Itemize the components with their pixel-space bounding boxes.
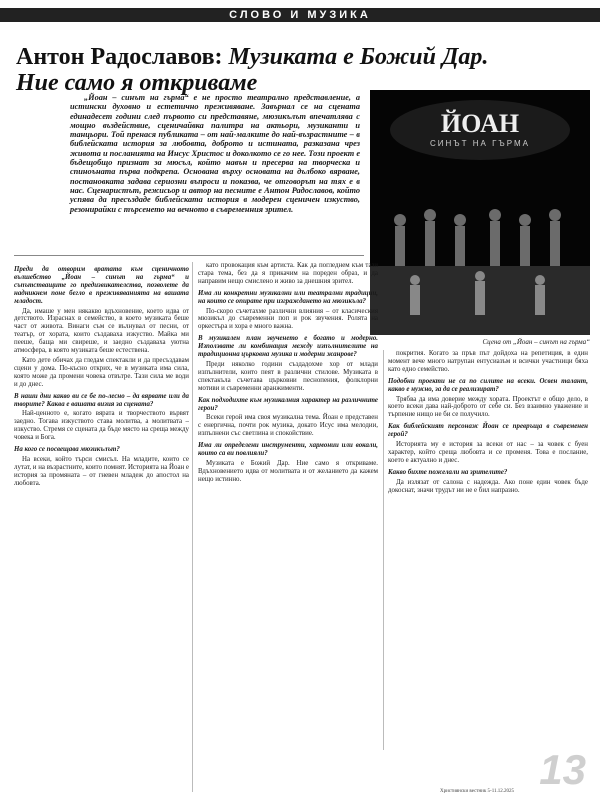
lead-divider bbox=[14, 255, 364, 256]
footer-info: Християнски вестник 5-11.12.2025 bbox=[440, 789, 515, 794]
interview-question: Подобни проекти не са по силите на всеки. Освен талант, какво е нужно, за да се реализират? bbox=[388, 377, 588, 393]
interview-question: В музикален план звученето е богато и модерно. Използвате ли комбинация между изпълнителите на традиционна църковна музика и модерни жанрове? bbox=[198, 335, 378, 359]
interview-question: На кого се посвещава мюзикълът? bbox=[14, 446, 120, 454]
column-rule-1 bbox=[192, 262, 193, 792]
interview-answer: По-скоро съчетахме различни влияния – от класическия мюзикъл до съвременни поп и рок звучения. Ролята на оркестъра и хора е много важна. bbox=[198, 307, 378, 331]
interview-answer: Да, имаше у мен някакво вдъхновение, което идва от детството. Израснах в семейство, в което музиката беше част от живота. Винаги съм се вълнувал от песни, от театър, от хората, които създаваха изкуство. Майка ми пееше, баща ми свиреше, и заедно създаваха уютна атмосфера, в която музиката беше естествена. bbox=[14, 307, 189, 355]
stage-photo bbox=[370, 90, 590, 335]
interview-question: Има ли определени инструменти, хармонии или вокали, които са ви повлияли? bbox=[198, 442, 378, 458]
interview-question: Какво бихте пожелали на зрителите? bbox=[388, 468, 508, 476]
interview-answer: като провокация към артиста. Как да погледнем към тази стара тема, без да я прикачим на пореден образ, и да направим нещо смислено и живо за днешния зрител. bbox=[198, 262, 378, 285]
column-2 bbox=[198, 262, 378, 792]
column-1 bbox=[14, 262, 189, 792]
interview-answer: покрития. Когато за пръв път дойдоха на репетиция, в един момент вече много натрупан ентусиазъм и всички участници бяха като едно семейство. bbox=[388, 350, 588, 373]
interview-answer: Музиката е Божий Дар. Ние само я откриваме. Вдъхновението идва от молитвата и от желанието да кажем нещо истинно. bbox=[198, 459, 378, 483]
interview-answer: Всеки герой има своя музикална тема. Йоан е представен с енергична, почти рок музика, докато Исус има мелодии, изпълнени със светлина и спокойствие. bbox=[198, 414, 378, 438]
lead-paragraph: „Йоан – синът на гърма“ е не просто театрално представление, а истински духовно и естетично преживяване. Завърнал се на сцената единадесет години след първото си представяне, мюзикълът впечатлява с мощно въздействие, сценичайвка палитра на актьори, музиканти и танцьори. Той пренася публиката – от най-малките до най-възрастните – в библейската история за любовта, доброто и истината, разказана чрез живота и посланията на Инсус Христос и доколкото се го нее. Този проект е бъдещобщо признат за мюсъл, който навън и пресерва на творческа и спиноъната първа подкрепа. Основана върху основата на дълбоко вярване, постановката задава сериозни въпроси и показва, че отговорът на тях е в нас. Сценаристът, режисьор и автор на песните е Антон Радославов, който успява да пресъздаде библейската история в модерен сценичен изкуство, резонирайки с търсенето на вечното в съвременния зрител. bbox=[70, 93, 360, 214]
photo-caption: Сцена от „Йоан – синът на гърма“ bbox=[482, 338, 590, 346]
interview-answer: Да излязат от салона с надежда. Ако поне един човек бъде докоснат, значи трудът ни не е бил напразно. bbox=[388, 478, 588, 494]
title-part1: Музиката е Божий Дар. bbox=[228, 44, 489, 70]
column-3 bbox=[388, 350, 588, 750]
interview-answer: Като дете обичах да гледам спектакли и да пресъздавам сцени у дома. По-късно открих, че в музиката има сила, която може да промени човека отвътре. Тази сила ме води и до днес. bbox=[14, 356, 189, 388]
interview-answer: На всеки, който търси смисъл. На младите, които се лутат, и на възрастните, които помнят. Историята на Йоан е история за промяната – от гневен младеж до апостол на любовта. bbox=[14, 455, 189, 487]
photo-logo-line2: СИНЪТ НА ГЪРМА bbox=[430, 139, 530, 148]
stage-photo-svg bbox=[370, 90, 590, 335]
title-part2: Ние само я откриваме bbox=[16, 70, 258, 96]
article-title bbox=[16, 44, 586, 96]
interview-question: Как подходихте към музикалния характер на различните герои? bbox=[198, 396, 378, 412]
interview-question: В наши дни какво ви се бе по-лесно – да вярвате или да творите? Каква е вашата визия за сцената? bbox=[14, 392, 189, 408]
column-rule-2 bbox=[383, 350, 384, 750]
interview-answer: Преди няколко години създадохме хор от млади изпълнители, които пеят в различни стилове. Музиката в спектакъла съчетава църковни песнопения, фолклорни мотиви и съвременни аранжименти. bbox=[198, 360, 378, 392]
section-title: СЛОВО И МУЗИКА bbox=[229, 9, 371, 21]
interview-answer: Трябва да има доверие между хората. Проектът е общо дело, в което всеки дава най-доброто от себе си. Без взаимно уважение и търпение нищо не би се получило. bbox=[388, 395, 588, 419]
interview-question: Как библейският персонаж Йоан се превръща в съвременен герой? bbox=[388, 423, 588, 439]
interview-question: Преди да отворим вратата към сценичното вълшебство „Йоан – синът на гърма“ и съпътстващите го предизвикателства, позволете да надникнем поне бегло в преживяванията на вашата младост. bbox=[14, 266, 189, 305]
page-number: 13 bbox=[539, 746, 586, 793]
interview-question: Има ли конкретни музикални или театрални традиции, на които се опирате при изграждането на мюзикъла? bbox=[198, 289, 378, 305]
photo-logo-line1: ЙОАН bbox=[440, 109, 520, 138]
section-header bbox=[0, 0, 600, 22]
title-author: Антон Радославов: bbox=[16, 44, 223, 70]
interview-answer: Най-ценното е, когато вярата и творчеството вървят заедно. Тогава изкуството става молитва, а молитвата – изкуство. Стремя се сцената да бъде място на среща между човека и Бога. bbox=[14, 410, 189, 442]
interview-answer: Историята му е история за всеки от нас – за човек с буен характер, който среща любовта и се променя. Това е послание, което е актуално и днес. bbox=[388, 441, 588, 464]
